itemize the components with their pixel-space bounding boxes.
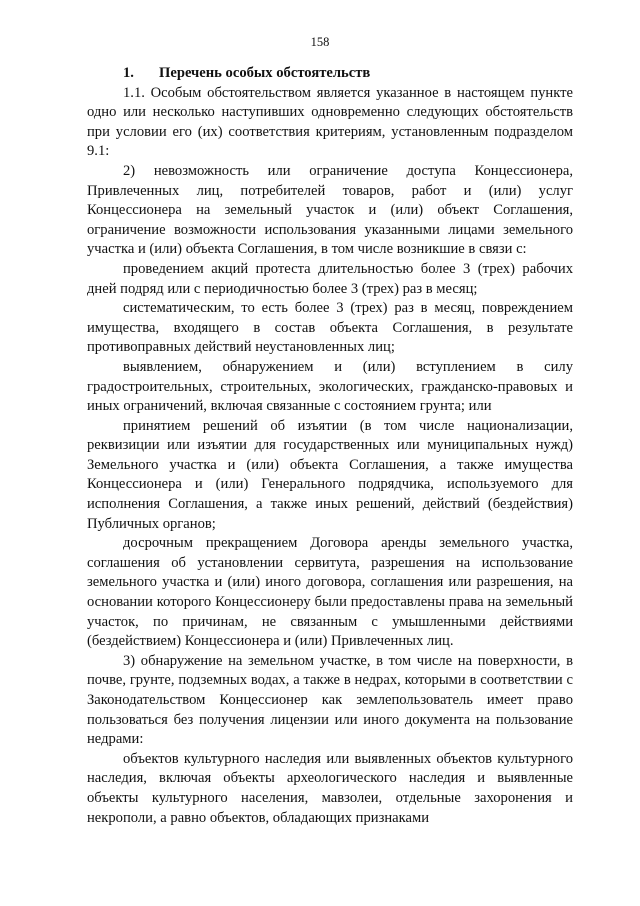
paragraph-seizure-decisions: принятием решений об изъятии (в том числе национализации, реквизиции или изъятии для государственных или муниципальных нужд) Земельного участка и (или) объекта Соглашения, а также имущества Концессионера и (или) Генерального подрядчика, используемого для исполнения Соглашения, а также иных решений, действий (бездействия) Публичных органов; [87, 417, 573, 532]
document-body [87, 64, 573, 828]
paragraph-property-damage: систематическим, то есть более 3 (трех) раз в месяц, повреждением имущества, входящего в состав объекта Соглашения, в результате противоправных действий неустановленных лиц; [87, 300, 573, 356]
section-number: 1. [123, 65, 134, 81]
section-title: Перечень особых обстоятельств [159, 65, 371, 81]
paragraph-cultural-heritage: объектов культурного наследия или выявленных объектов культурного наследия, включая объекты археологического наследия и выявленные объекты культурного населения, мавзолеи, отдельные захоронения и некрополи, а равно объектов, обладающих признаками [87, 750, 573, 826]
paragraph-restrictions: выявлением, обнаружением и (или) вступлением в силу градостроительных, строительных, экологических, гражданско-правовых и иных ограничений, включая связанные с состоянием грунта; или [87, 358, 573, 415]
paragraph-protest-actions: проведением акций протеста длительностью более 3 (трех) рабочих дней подряд или с периодичностью более 3 (трех) раз в месяц; [87, 260, 573, 297]
paragraph-item-2: 2) невозможность или ограничение доступа Концессионера, Привлеченных лиц, потребителей товаров, работ и (или) услуг Концессионера на земельный участок и (или) объект Соглашения, ограничение возможности использования указанными лицами земельного участка и (или) объекта Соглашения, в том числе возникшие в связи с: [87, 162, 573, 258]
section-heading [87, 64, 573, 84]
page-number: 158 [310, 35, 330, 49]
paragraph-item-3: 3) обнаружение на земельном участке, в том числе на поверхности, в почве, грунте, подземных водах, а также в недрах, которыми в соответствии с Законодательством Концессионер как землепользователь имеет право пользоваться без получения лицензии или иного документа на пользование недрами: [87, 652, 573, 748]
paragraph-1-1: 1.1. Особым обстоятельством является указанное в настоящем пункте одно или несколько наступивших одновременно следующих обстоятельств при условии его (их) соответствия критериям, установленным подразделом 9.1: [87, 84, 573, 160]
paragraph-early-termination: досрочным прекращением Договора аренды земельного участка, соглашения об установлении сервитута, разрешения на использование земельного участка и (или) иного договора, соглашения или разрешения, на основании которого Концессионеру были предоставлены права на земельный участок, по причинам, не связанным с умышленными действиями (бездействием) Концессионера и (или) Привлеченных лиц. [87, 535, 573, 650]
